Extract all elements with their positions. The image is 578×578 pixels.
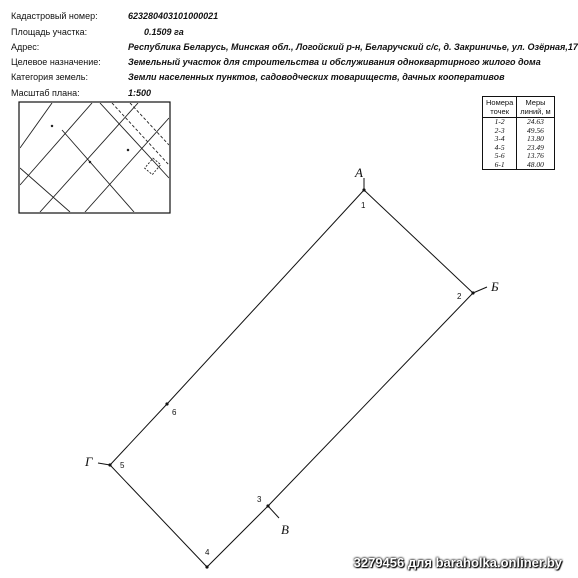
segment-cell: 5-6 (483, 152, 517, 161)
length-cell: 24.63 (517, 118, 554, 127)
length-cell: 48.00 (517, 161, 554, 170)
purpose-label: Целевое назначение: (11, 57, 101, 67)
point-label-4: 4 (205, 548, 210, 557)
scale-label: Масштаб плана: (11, 88, 80, 98)
parcel-boundary (110, 190, 473, 567)
watermark: 3279456 для baraholka.onliner.by (353, 555, 562, 570)
length-cell: 49.56 (517, 127, 554, 136)
segment-cell: 6-1 (483, 161, 517, 170)
purpose-value: Земельный участок для строительства и обслуживания одноквартирного жилого дома (128, 57, 541, 67)
direction-label-v: В (281, 522, 289, 537)
address-label: Адрес: (11, 42, 40, 52)
vertex-6 (165, 402, 168, 405)
point-label-5: 5 (120, 461, 125, 470)
length-cell: 13.76 (517, 152, 554, 161)
category-label: Категория земель: (11, 72, 88, 82)
point-label-6: 6 (172, 408, 177, 417)
segment-cell: 4-5 (483, 144, 517, 153)
location-inset (19, 102, 170, 213)
direction-ticks (98, 178, 487, 518)
vertex-markers (108, 188, 474, 568)
scale-value: 1:500 (128, 88, 152, 98)
address-value: Республика Беларусь, Минская обл., Логойский р-н, Беларучский с/с, д. Закриничье, ул. Озёрная,17 (128, 42, 578, 52)
category-value: Земли населенных пунктов, садоводческих товариществ, дачных кооперативов (128, 72, 505, 82)
area-label: Площадь участка: (11, 27, 88, 37)
point-label-3: 3 (257, 495, 262, 504)
points-header-line2: точек (490, 107, 509, 116)
length-cell: 23.49 (517, 144, 554, 153)
length-cell: 13.80 (517, 135, 554, 144)
cadastral-label: Кадастровый номер: (11, 11, 98, 21)
direction-label-g: Г (85, 454, 93, 469)
points-header-line1: Номера (486, 98, 514, 107)
lengths-header-line2: линий, м (520, 107, 551, 116)
direction-label-a: А (355, 165, 363, 180)
segment-cell: 2-3 (483, 127, 517, 136)
area-value: 0.1509 га (144, 27, 184, 37)
segment-cell: 1-2 (483, 118, 517, 127)
vertex-4 (205, 565, 208, 568)
direction-label-b: Б (491, 279, 499, 294)
segment-cell: 3-4 (483, 135, 517, 144)
point-label-2: 2 (457, 292, 462, 301)
point-label-1: 1 (361, 201, 366, 210)
cadastral-value: 623280403101000021 (128, 11, 219, 21)
lengths-header-line1: Меры (525, 98, 546, 107)
